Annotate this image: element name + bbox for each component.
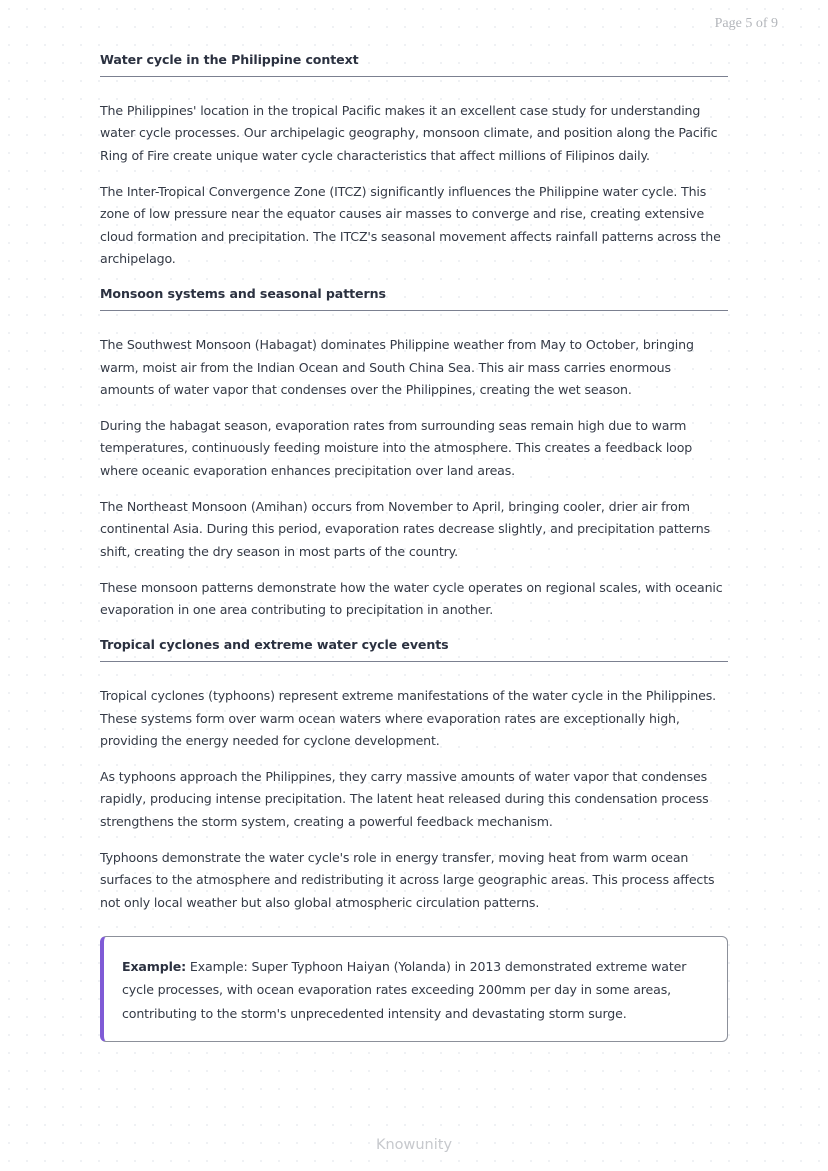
section-philippine-context <box>100 52 728 270</box>
paragraph: The Inter-Tropical Convergence Zone (ITCZ) significantly influences the Philippine water cycle. This zone of low pressure near the equator causes air masses to converge and rise, creating extensive cloud formation and precipitation. The ITCZ's seasonal movement affects rainfall patterns across the archipelago. <box>100 183 721 266</box>
section-heading: Monsoon systems and seasonal patterns <box>100 286 728 311</box>
footer-brand: Knowunity <box>375 1137 453 1153</box>
section-body <box>100 662 728 914</box>
document-content <box>100 52 728 1058</box>
paragraph: The Northeast Monsoon (Amihan) occurs from November to April, bringing cooler, drier air from continental Asia. During this period, evaporation rates decrease slightly, and precipitation patterns shift, creating the dry season in most parts of the country. <box>100 498 711 559</box>
page-indicator: Page 5 of 9 <box>714 16 778 31</box>
section-monsoon-systems <box>100 286 728 621</box>
section-body <box>100 77 728 270</box>
paragraph: These monsoon patterns demonstrate how the water cycle operates on regional scales, with oceanic evaporation in one area contributing to precipitation in another. <box>100 579 723 617</box>
section-heading: Water cycle in the Philippine context <box>100 52 728 77</box>
paragraph: As typhoons approach the Philippines, they carry massive amounts of water vapor that condenses rapidly, producing intense precipitation. The latent heat released during this condensation process strengthens the storm system, creating a powerful feedback mechanism. <box>100 769 709 829</box>
callout-text <box>122 955 707 1026</box>
paragraph: The Southwest Monsoon (Habagat) dominates Philippine weather from May to October, bringing warm, moist air from the Indian Ocean and South China Sea. This air mass carries enormous amounts of water vapor that condenses over the Philippines, creating the wet season. <box>100 337 694 398</box>
example-callout <box>100 936 728 1043</box>
section-heading: Tropical cyclones and extreme water cycle events <box>100 637 728 662</box>
section-tropical-cyclones <box>100 637 728 1042</box>
section-body <box>100 311 728 621</box>
callout-label: Example: <box>122 958 187 974</box>
paragraph: During the habagat season, evaporation rates from surrounding seas remain high due to warm temperatures, continuously feeding moisture into the atmosphere. This creates a feedback loop where oceanic evaporation enhances precipitation over land areas. <box>100 418 693 478</box>
paragraph: The Philippines' location in the tropical Pacific makes it an excellent case study for understanding water cycle processes. Our archipelagic geography, monsoon climate, and position along the Pacific Ring of Fire create unique water cycle characteristics that affect millions of Filipinos daily. <box>100 103 718 163</box>
paragraph: Tropical cyclones (typhoons) represent extreme manifestations of the water cycle in the Philippines. These systems form over warm ocean waters where evaporation rates are exceptionally high, providing the energy needed for cyclone development. <box>100 688 716 749</box>
paragraph: Typhoons demonstrate the water cycle's role in energy transfer, moving heat from warm ocean surfaces to the atmosphere and redistributing it across large geographic areas. This process affects not only local weather but also global atmospheric circulation patterns. <box>100 849 715 910</box>
callout-body: Example: Super Typhoon Haiyan (Yolanda) in 2013 demonstrated extreme water cycle processes, with ocean evaporation rates exceeding 200mm per day in some areas, contributing to the storm's unprecedented intensity and devastating storm surge. <box>122 958 687 1021</box>
